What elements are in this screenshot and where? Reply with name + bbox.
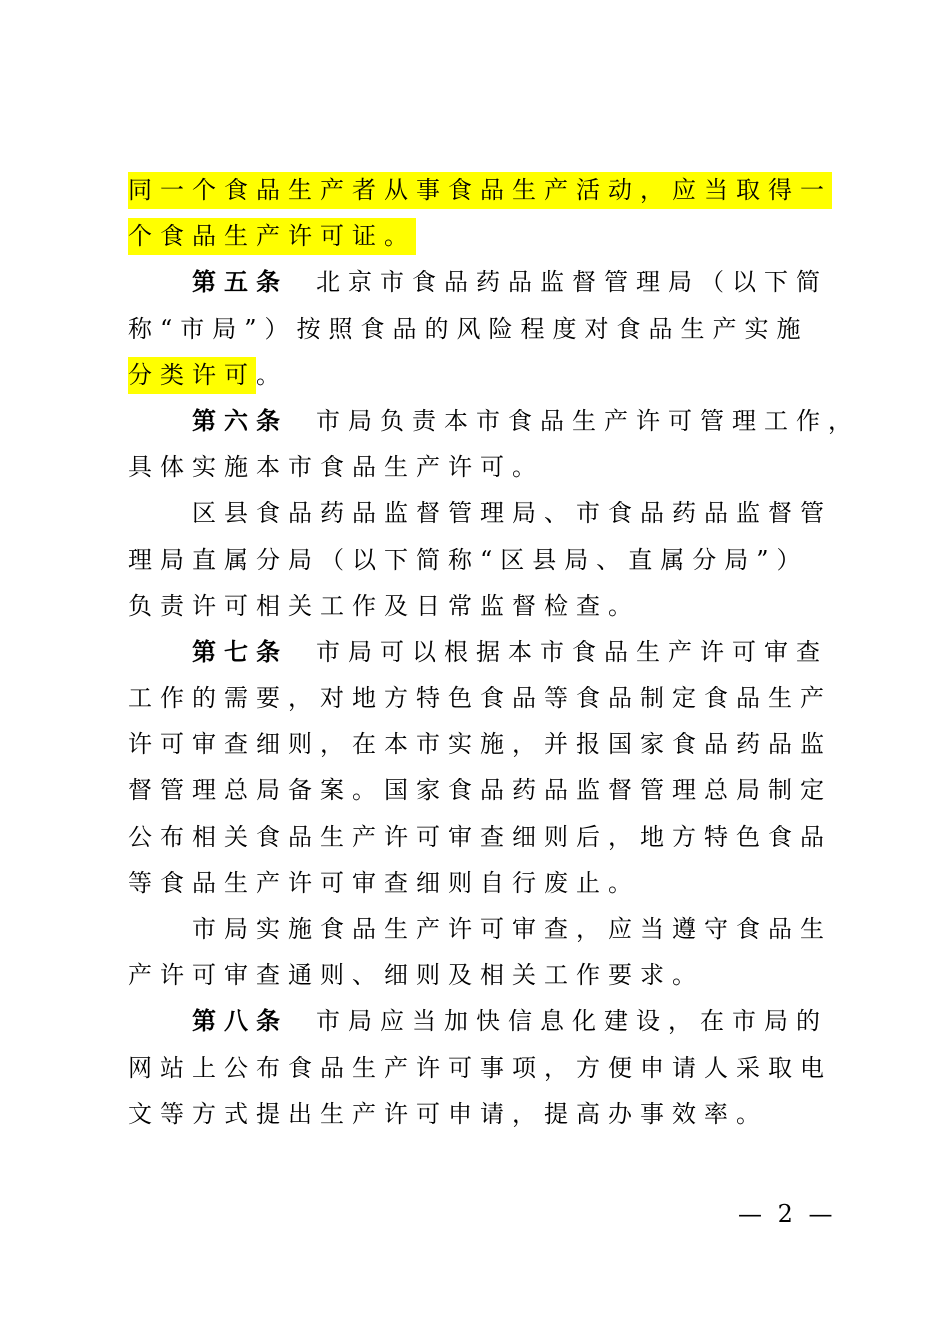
document-body <box>128 167 860 1137</box>
text-segment: 公布相关食品生产许可审查细则后，地方特色食品 <box>128 822 832 851</box>
text-segment: 文等方式提出生产许可申请，提高办事效率。 <box>128 1099 768 1128</box>
article-heading: 第七条 <box>192 637 288 666</box>
article-heading: 第六条 <box>192 406 288 435</box>
text-line <box>128 537 828 583</box>
text-line <box>128 490 832 536</box>
highlighted-text: 个食品生产许可证。 <box>128 218 416 255</box>
text-segment: 。 <box>256 360 288 389</box>
text-segment: 负责许可相关工作及日常监督检查。 <box>128 591 640 620</box>
highlighted-text: 分类许可 <box>128 357 256 394</box>
text-segment: 市局可以根据本市食品生产许可审查 <box>316 637 828 666</box>
text-segment: 产许可审查通则、细则及相关工作要求。 <box>128 961 704 990</box>
text-line <box>128 352 828 398</box>
text-line <box>128 583 828 629</box>
article-heading: 第八条 <box>192 1007 288 1036</box>
text-line <box>128 213 828 259</box>
text-line <box>128 1091 828 1137</box>
article-6-line <box>128 398 860 444</box>
article-8-line <box>128 998 828 1044</box>
text-line <box>128 675 832 721</box>
text-line <box>128 721 832 767</box>
text-line <box>128 814 832 860</box>
text-line <box>128 306 828 352</box>
text-segment: 网站上公布食品生产许可事项，方便申请人采取电 <box>128 1053 832 1082</box>
text-line <box>128 1045 832 1091</box>
text-segment: 市局应当加快信息化建设，在市局的 <box>316 1007 828 1036</box>
text-segment: 督管理总局备案。国家食品药品监督管理总局制定 <box>128 776 832 805</box>
text-line <box>128 860 828 906</box>
text-segment: 许可审查细则，在本市实施，并报国家食品药品监 <box>128 730 832 759</box>
text-line <box>128 167 832 213</box>
text-segment: 市局负责本市食品生产许可管理工作， <box>316 406 860 435</box>
text-line <box>128 444 828 490</box>
text-segment: 理局直属分局（以下简称“区县局、直属分局”） <box>128 545 809 574</box>
article-5-line <box>128 259 828 305</box>
page-number: — 2 — <box>738 1200 837 1228</box>
article-heading: 第五条 <box>192 268 288 297</box>
text-segment: 市局实施食品生产许可审查，应当遵守食品生 <box>192 915 832 943</box>
text-segment: 区县食品药品监督管理局、市食品药品监督管 <box>192 499 832 528</box>
text-segment: 具体实施本市食品生产许可。 <box>128 453 544 482</box>
text-segment: 称“市局”）按照食品的风险程度对食品生产实施 <box>128 314 809 343</box>
text-segment: 等食品生产许可审查细则自行废止。 <box>128 868 640 897</box>
text-segment: 北京市食品药品监督管理局（以下简 <box>316 268 828 297</box>
text-segment: 工作的需要，对地方特色食品等食品制定食品生产 <box>128 684 832 713</box>
text-line <box>128 952 828 998</box>
text-line <box>128 906 832 952</box>
highlighted-text: 同一个食品生产者从事食品生产活动，应当取得一 <box>128 172 832 209</box>
article-7-line <box>128 629 828 675</box>
text-line <box>128 767 832 813</box>
